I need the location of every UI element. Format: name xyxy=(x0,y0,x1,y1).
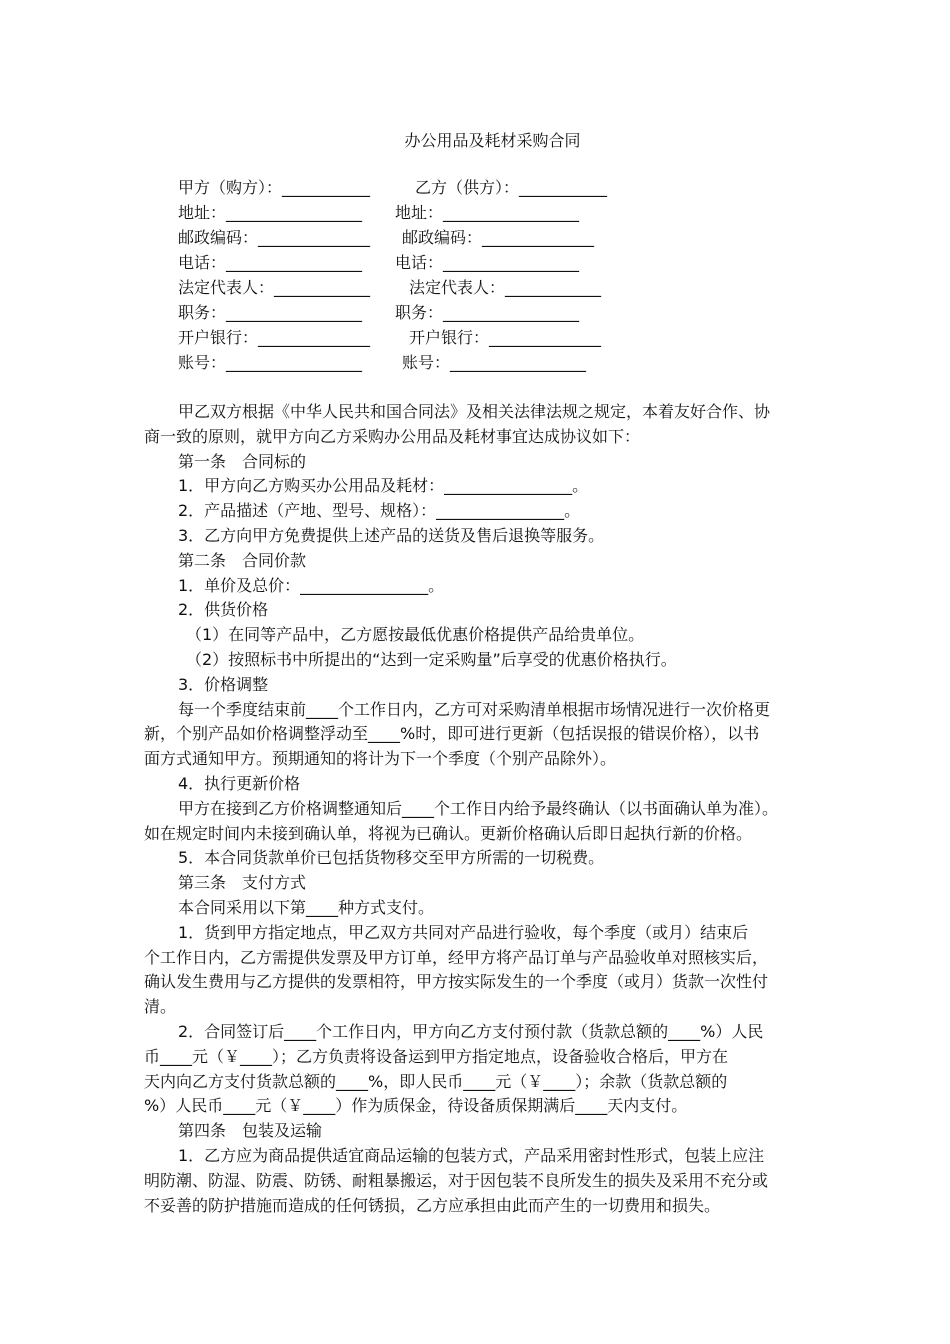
party-a-postcode: 邮政编码：______________ xyxy=(178,228,371,247)
clause-line: %）人民币____元（￥____）作为质保金，待设备质保期满后____天内支付。 xyxy=(144,1096,688,1116)
clause-line: 5．本合同货款单价已包括货物移交至甲方所需的一切税费。 xyxy=(178,848,605,868)
party-a-phone: 电话：_________________ xyxy=(178,253,363,272)
party-a-account: 账号：_________________ xyxy=(178,353,363,372)
clause-line: 1．甲方向乙方购买办公用品及耗材：________________。 xyxy=(178,476,589,496)
clause-line: 1．乙方应为商品提供适宜商品运输的包装方式，产品采用密封性形式，包装上应注 xyxy=(178,1145,765,1165)
clause-line: 如在规定时间内未接到确认单，将视为已确认。更新价格确认后即日起执行新的价格。 xyxy=(144,823,753,843)
clause-line: 本合同采用以下第____种方式支付。 xyxy=(178,897,435,917)
party-b-account: 账号：_________________ xyxy=(402,353,587,372)
party-b-address: 地址：_________________ xyxy=(395,203,580,222)
party-a-legal-rep: 法定代表人：____________ xyxy=(178,278,371,297)
intro-line: 商一致的原则，就甲方向乙方采购办公用品及耗材事宜达成协议如下： xyxy=(144,426,641,446)
party-b-postcode: 邮政编码：______________ xyxy=(402,228,595,247)
party-b-legal-rep: 法定代表人：____________ xyxy=(409,278,602,297)
clause-line: 2．产品描述（产地、型号、规格）：________________。 xyxy=(178,501,581,521)
article-heading: 第一条 合同标的 xyxy=(178,451,307,471)
party-b-position: 职务：_________________ xyxy=(395,303,580,322)
clause-line: 1．货到甲方指定地点，甲乙双方共同对产品进行验收，每个季度（或月）结束后 xyxy=(178,922,749,942)
party-b-supplier: 乙方（供方）：___________ xyxy=(415,178,608,197)
sub-clause-line: （2）按照标书中所提出的“达到一定采购量”后享受的优惠价格执行。 xyxy=(186,649,677,669)
clause-line: 明防潮、防湿、防震、防锈、耐粗暴搬运，对于因包装不良所发生的损失及采用不充分或 xyxy=(144,1170,769,1190)
clause-line: 币____元（￥____）；乙方负责将设备运到甲方指定地点，设备验收合格后，甲方在 xyxy=(144,1046,729,1066)
party-b-phone: 电话：_________________ xyxy=(395,253,580,272)
clause-line: 1．单价及总价：________________。 xyxy=(178,575,445,595)
clause-line: 每一个季度结束前____个工作日内，乙方可对采购清单根据市场情况进行一次价格更 xyxy=(178,699,771,719)
clause-line: 清。 xyxy=(144,997,177,1017)
clause-line: 确认发生费用与乙方提供的发票相符，甲方按实际发生的一个季度（或月）货款一次性付 xyxy=(144,972,769,992)
article-heading: 第二条 合同价款 xyxy=(178,550,307,570)
clause-line: 新，个别产品如价格调整浮动至____%时，即可进行更新（包括误报的错误价格），以书 xyxy=(144,724,760,744)
article-heading: 第三条 支付方式 xyxy=(178,873,307,893)
clause-line: 甲方在接到乙方价格调整通知后____个工作日内给予最终确认（以书面确认单为准）。 xyxy=(178,798,779,818)
clause-line: 4．执行更新价格 xyxy=(178,773,301,793)
sub-clause-line: （1）在同等产品中，乙方愿按最低优惠价格提供产品给贵单位。 xyxy=(186,625,645,645)
party-a-position: 职务：_________________ xyxy=(178,303,363,322)
clause-line: 面方式通知甲方。预期通知的将计为下一个季度（个别产品除外）。 xyxy=(144,749,617,769)
page-title: 办公用品及耗材采购合同 xyxy=(404,131,581,150)
contract-body xyxy=(144,400,814,1218)
party-b-bank: 开户银行：______________ xyxy=(409,328,602,347)
intro-line: 甲乙双方根据《中华人民共和国合同法》及相关法律法规之规定，本着友好合作、协 xyxy=(178,402,771,421)
article-heading: 第四条 包装及运输 xyxy=(178,1121,323,1141)
party-a-bank: 开户银行：______________ xyxy=(178,328,371,347)
clause-line: 天内向乙方支付货款总额的____%，即人民币____元（￥____）；余款（货款总额的 xyxy=(144,1071,728,1091)
clause-line: 2．供货价格 xyxy=(178,600,269,620)
party-a-address: 地址：_________________ xyxy=(178,203,363,222)
clause-line: 不妥善的防护措施而造成的任何锈损，乙方应承担由此而产生的一切费用和损失。 xyxy=(144,1195,721,1215)
clause-line: 2．合同签订后____个工作日内，甲方向乙方支付预付款（货款总额的____%）人民 xyxy=(178,1021,764,1041)
clause-line: 3．价格调整 xyxy=(178,674,269,694)
clause-line: 3．乙方向甲方免费提供上述产品的送货及售后退换等服务。 xyxy=(178,525,605,545)
clause-line: 个工作日内，乙方需提供发票及甲方订单，经甲方将产品订单与产品验收单对照核实后， xyxy=(144,947,769,967)
party-a-buyer: 甲方（购方）：___________ xyxy=(178,178,371,197)
